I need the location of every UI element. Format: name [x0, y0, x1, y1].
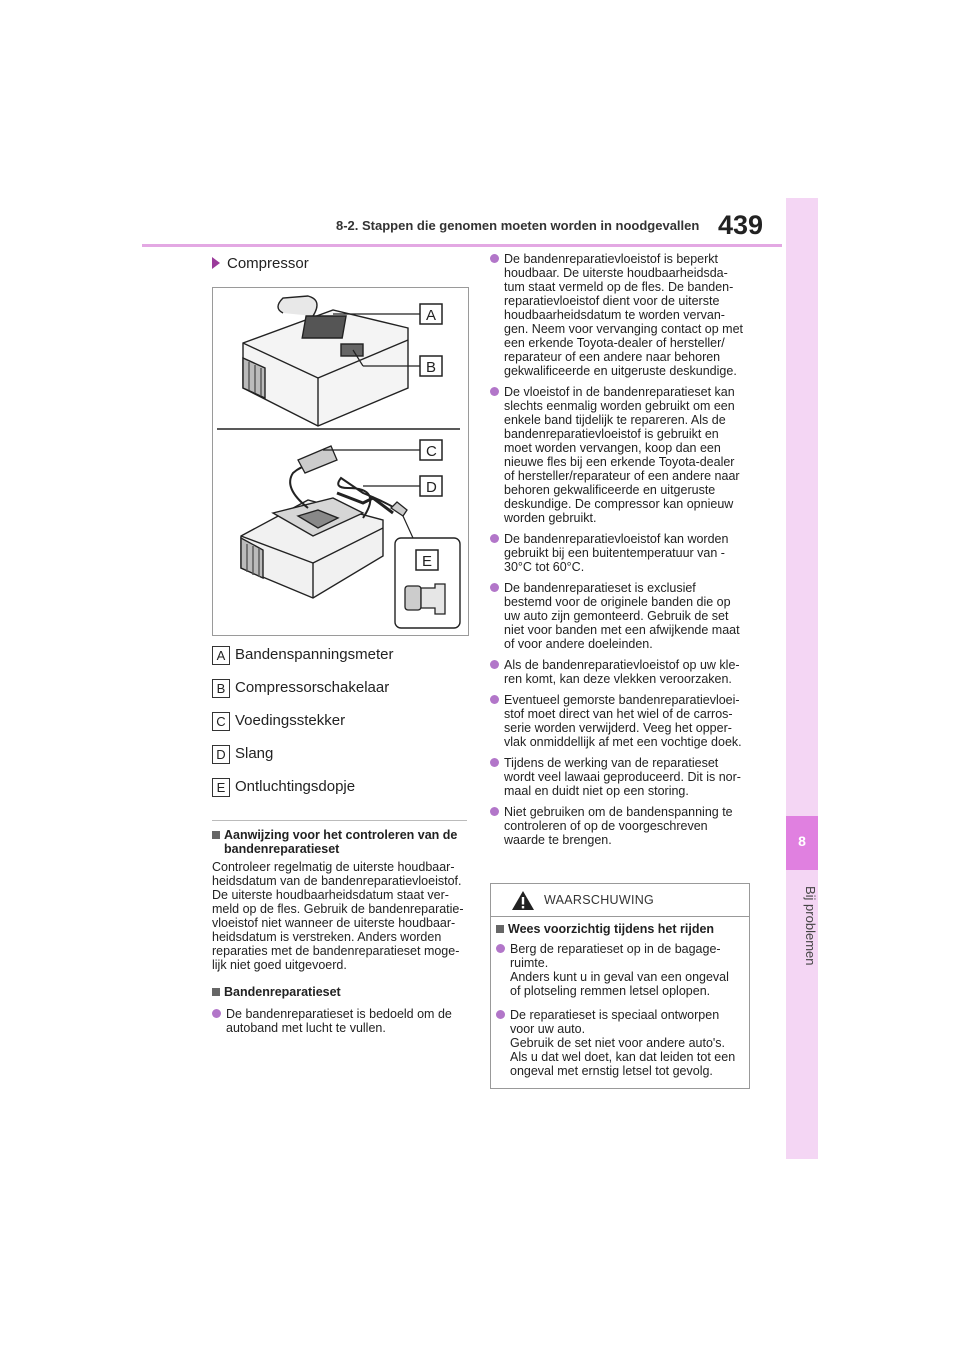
- bullet-line: reparateur of een andere naar behoren: [504, 350, 721, 364]
- bullet-line: nieuwe fles bij een erkende Toyota-dealer: [504, 455, 735, 469]
- bullet-line: moet worden vervangen, koop dan een: [504, 441, 721, 455]
- chapter-strip: [786, 198, 818, 1159]
- list-item: [496, 1008, 741, 1078]
- warning-subheading: [496, 922, 741, 936]
- warning-header: [491, 884, 749, 917]
- legend-key: C: [212, 712, 230, 731]
- chapter-number: 8: [798, 833, 806, 849]
- section-title: 8-2. Stappen die genomen moeten worden in noodgevallen: [336, 218, 700, 233]
- list-item: [490, 805, 762, 847]
- bullet-line: autoband met lucht te vullen.: [226, 1021, 386, 1035]
- bullet-line: of hersteller/reparateur of een andere naar: [504, 469, 740, 483]
- bullet-dot-icon: [490, 660, 499, 669]
- bullet-line: Niet gebruiken om de bandenspanning te: [504, 805, 733, 819]
- compressor-heading: [212, 255, 309, 272]
- right-bullet-list: [490, 252, 762, 854]
- page-number: 439: [718, 210, 764, 240]
- bullet-line: serie worden verwijderd. Veeg het opper-: [504, 721, 732, 735]
- legend-key: D: [212, 745, 230, 764]
- bullet-line: gen. Neem voor vervanging contact op met: [504, 322, 744, 336]
- legend-item: [212, 776, 393, 809]
- section-divider: [212, 820, 467, 821]
- paragraph-line: lijk niet goed uitgevoerd.: [212, 958, 347, 972]
- note-check-paragraph: [212, 860, 474, 972]
- bullet-line: bestemd voor de originele banden die op: [504, 595, 731, 609]
- bullet-line: De bandenreparatievloeistof is beperkt: [504, 252, 719, 266]
- legend-item: [212, 743, 393, 776]
- legend-label: Compressorschakelaar: [235, 679, 390, 696]
- paragraph-line: reparaties met de bandenreparatieset moge-: [212, 944, 460, 958]
- warning-box: [490, 883, 750, 1089]
- list-item: [490, 658, 762, 686]
- bullet-dot-icon: [490, 534, 499, 543]
- bullet-dot-icon: [490, 387, 499, 396]
- bullet-line: voor uw auto.: [510, 1022, 586, 1036]
- chapter-label: Bij problemen: [803, 886, 818, 966]
- list-item: [490, 756, 762, 798]
- note-check-heading-text: Aanwijzing voor het controleren van de bandenreparatieset: [224, 828, 458, 856]
- bullet-line: Tijdens de werking van de reparatieset: [504, 756, 719, 770]
- bullet-line: worden gebruikt.: [504, 511, 597, 525]
- bullet-dot-icon: [490, 807, 499, 816]
- callout-a-label: A: [426, 307, 437, 324]
- component-legend: [212, 644, 393, 809]
- paragraph-line: De uiterste houdbaarheidsdatum staat ver-: [212, 888, 449, 902]
- callout-d-label: D: [426, 479, 437, 496]
- legend-label: Voedingsstekker: [235, 712, 346, 729]
- paragraph-line: vloeistof niet wanneer de uiterste houdbaar-: [212, 916, 456, 930]
- repair-kit-section: [212, 985, 474, 1042]
- bullet-dot-icon: [212, 1009, 221, 1018]
- bullet-line: stof moet direct van het wiel of de carros-: [504, 707, 733, 721]
- legend-label: Ontluchtingsdopje: [235, 778, 356, 795]
- bullet-line: ruimte.: [510, 956, 549, 970]
- repair-kit-heading-text: Bandenreparatieset: [224, 985, 341, 999]
- bullet-line: Als u dat wel doet, kan dat leiden tot een: [510, 1050, 736, 1064]
- warning-triangle-icon: [511, 890, 535, 911]
- bullet-dot-icon: [490, 695, 499, 704]
- note-check-section: [212, 828, 474, 972]
- paragraph-line: Controleer regelmatig de uiterste houdbaar-: [212, 860, 455, 874]
- paragraph-line: meld op de fles. Gebruik de bandenreparatie-: [212, 902, 464, 916]
- bullet-line: behoren gekwalificeerde en uitgeruste: [504, 483, 716, 497]
- bullet-line: enkele band tijdelijk te repareren. Als de: [504, 413, 726, 427]
- compressor-figure: [212, 287, 469, 636]
- warning-subheading-text: Wees voorzichtig tijdens het rijden: [508, 922, 715, 936]
- legend-key: A: [212, 646, 230, 665]
- callout-b-label: B: [426, 359, 437, 376]
- list-item: [490, 581, 762, 651]
- square-marker-icon: [496, 925, 504, 933]
- bullet-line: De bandenreparatieset is bedoeld om de: [226, 1007, 452, 1021]
- bullet-line: De reparatieset is speciaal ontworpen: [510, 1008, 720, 1022]
- bullet-line: Anders kunt u in geval van een ongeval: [510, 970, 729, 984]
- compressor-illustration: [213, 288, 468, 635]
- bullet-line: of voor andere doeleinden.: [504, 637, 653, 651]
- bullet-dot-icon: [496, 944, 505, 953]
- bullet-dot-icon: [490, 758, 499, 767]
- bullet-line: ongeval met ernstig letsel tot gevolg.: [510, 1064, 713, 1078]
- bullet-line: uw auto zijn gemonteerd. Gebruik de set: [504, 609, 729, 623]
- bullet-line: slechts eenmalig worden gebruikt om een: [504, 399, 735, 413]
- bullet-line: vlak onmiddellijk af met een vochtige doek.: [504, 735, 742, 749]
- bullet-line: waarde te brengen.: [504, 833, 612, 847]
- bullet-line: Eventueel gemorste bandenreparatievloei-: [504, 693, 740, 707]
- bullet-line: Gebruik de set niet voor andere auto's.: [510, 1036, 726, 1050]
- bullet-line: ren komt, kan deze vlekken veroorzaken.: [504, 672, 732, 686]
- bullet-line: maal en duidt niet op een storing.: [504, 784, 689, 798]
- square-marker-icon: [212, 988, 220, 996]
- bullet-line: een erkende Toyota-dealer of hersteller/: [504, 336, 725, 350]
- bullet-line: gekwalificeerde en uitgeruste deskundige.: [504, 364, 737, 378]
- legend-label: Bandenspanningsmeter: [235, 646, 394, 663]
- bullet-line: bandenreparatievloeistof is gebruikt en: [504, 427, 719, 441]
- repair-kit-heading: [212, 985, 474, 999]
- callout-c-label: C: [426, 443, 437, 460]
- list-item: [490, 385, 762, 525]
- note-check-heading: [212, 828, 474, 856]
- bullet-line: wordt veel lawaai geproduceerd. Dit is nor-: [504, 770, 741, 784]
- bullet-line: controleren of op de voorgeschreven: [504, 819, 708, 833]
- legend-key: E: [212, 778, 230, 797]
- bullet-line: houdbaar. De uiterste houdbaarheidsda-: [504, 266, 728, 280]
- warning-body: [496, 922, 741, 1085]
- callout-e-label: E: [422, 553, 433, 570]
- bullet-line: deskundige. De compressor kan opnieuw: [504, 497, 734, 511]
- bullet-dot-icon: [490, 254, 499, 263]
- legend-key: B: [212, 679, 230, 698]
- legend-item: [212, 677, 393, 710]
- legend-item: [212, 644, 393, 677]
- legend-label: Slang: [235, 745, 274, 762]
- bullet-line: 30°C tot 60°C.: [504, 560, 585, 574]
- bullet-line: reparatievloeistof dient voor de uiterste: [504, 294, 720, 308]
- header-rule: [142, 244, 782, 247]
- bullet-dot-icon: [496, 1010, 505, 1019]
- warning-title: WAARSCHUWING: [544, 893, 655, 907]
- compressor-heading-text: Compressor: [227, 255, 309, 272]
- list-item: [490, 532, 762, 574]
- list-item: [490, 252, 762, 378]
- bullet-line: tum staat vermeld op de fles. De banden-: [504, 280, 734, 294]
- list-item: [212, 1007, 474, 1035]
- list-item: [496, 942, 741, 998]
- bullet-line: houdbaarheidsdatum te worden vervan-: [504, 308, 725, 322]
- bullet-line: De vloeistof in de bandenreparatieset kan: [504, 385, 735, 399]
- triangle-marker-icon: [212, 257, 220, 269]
- paragraph-line: heidsdatum is verstreken. Anders worden: [212, 930, 442, 944]
- list-item: [490, 693, 762, 749]
- bullet-line: of plotseling remmen letsel oplopen.: [510, 984, 711, 998]
- bullet-line: Berg de reparatieset op in de bagage-: [510, 942, 721, 956]
- legend-item: [212, 710, 393, 743]
- bullet-line: niet voor banden met een afwijkende maat: [504, 623, 740, 637]
- bullet-line: Als de bandenreparatievloeistof op uw kle-: [504, 658, 740, 672]
- bullet-line: De bandenreparatievloeistof kan worden: [504, 532, 729, 546]
- bullet-dot-icon: [490, 583, 499, 592]
- paragraph-line: heidsdatum van de bandenreparatievloeistof.: [212, 874, 462, 888]
- square-marker-icon: [212, 831, 220, 839]
- bullet-line: De bandenreparatieset is exclusief: [504, 581, 696, 595]
- bullet-line: gebruikt bij een buitentemperatuur van -: [504, 546, 725, 560]
